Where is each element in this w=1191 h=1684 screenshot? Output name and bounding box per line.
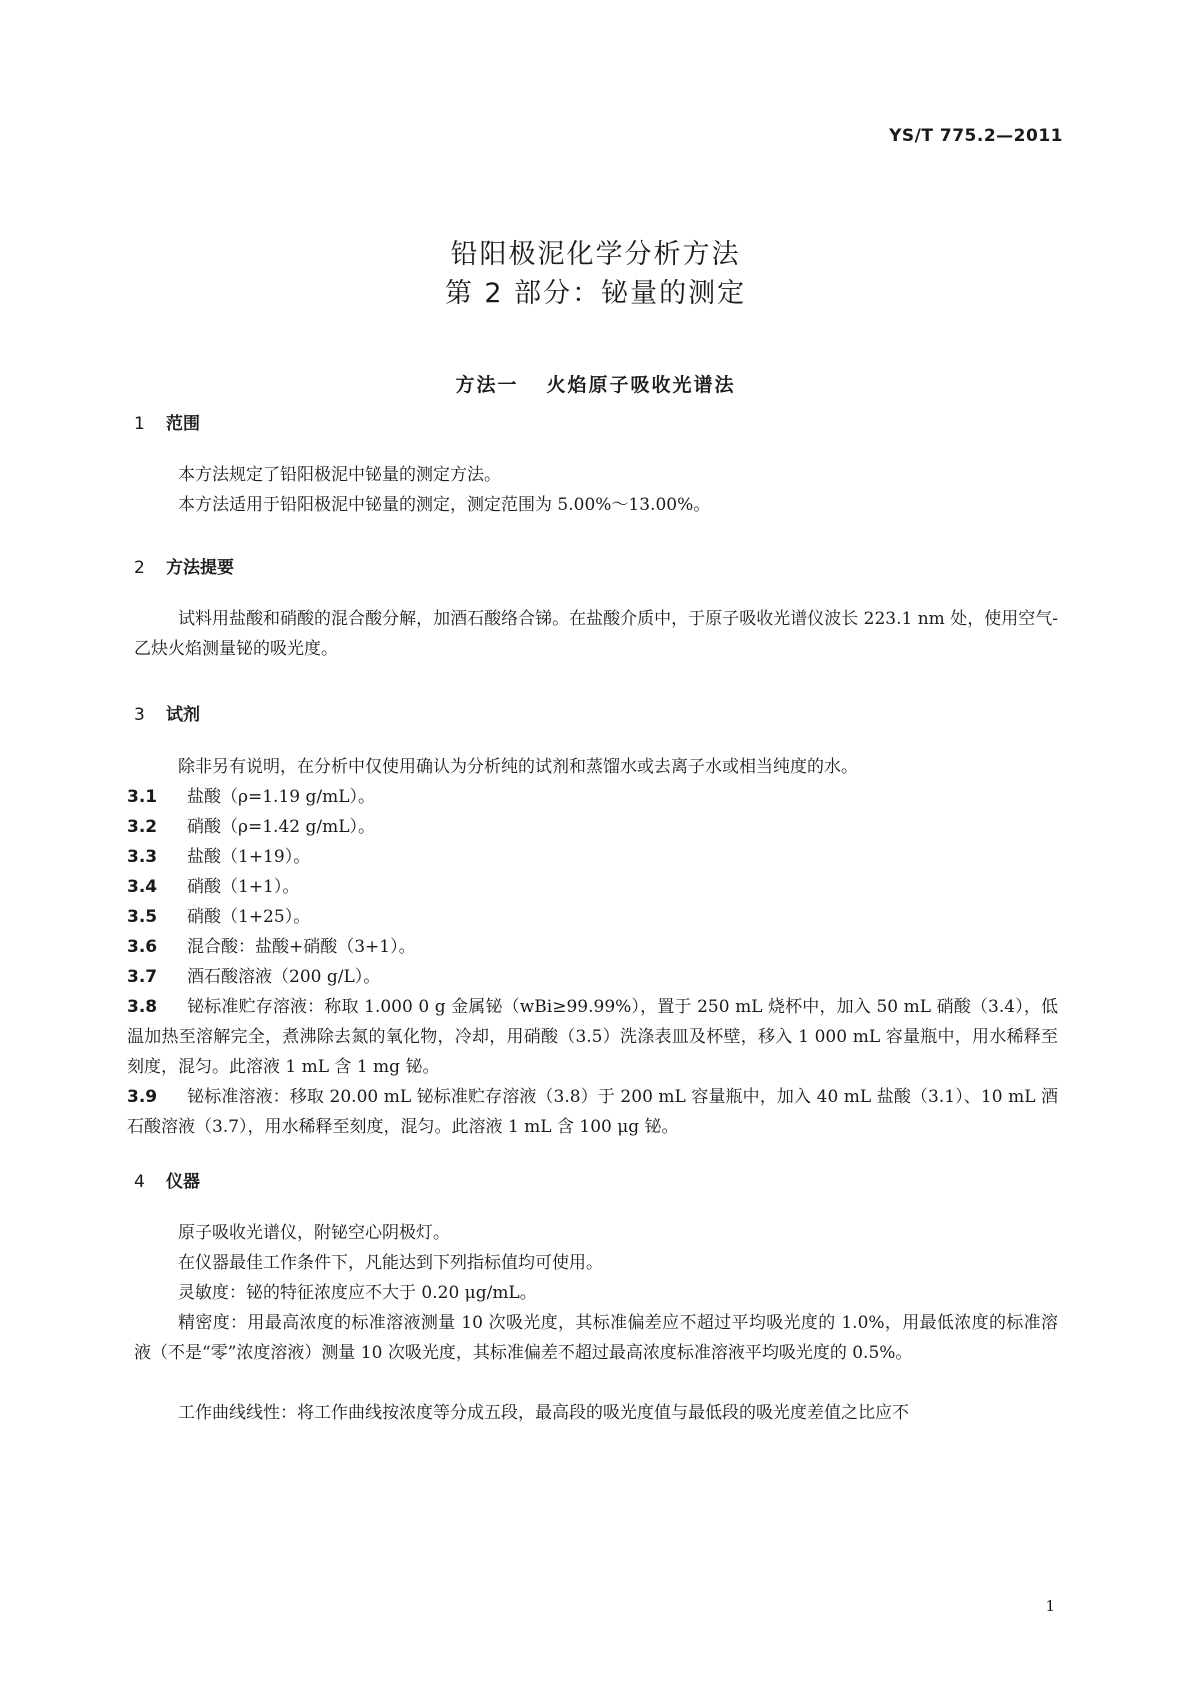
- reagent-item: 3.3 盐酸（1+19）。: [127, 847, 311, 867]
- reagent-item: 3.7 酒石酸溶液（200 g/L）。: [127, 967, 381, 987]
- reagent-item: 3.2 硝酸（ρ=1.42 g/mL）。: [127, 817, 376, 837]
- reagent-item: 3.4 硝酸（1+1）。: [127, 877, 300, 897]
- section-number: 2: [134, 558, 145, 578]
- section-title: 仪器: [166, 1172, 200, 1192]
- reagent-item: 3.8 铋标准贮存溶液：称取 1.000 0 g 金属铋（wBi≥99.99%），置于 250 mL 烧杯中，加入 50 mL 硝酸（3.4），低温加热至溶解完全，煮沸除去氮的氧化物，冷却，用硝酸（3.5）洗涤表皿及杯壁，移入 1 000 mL 容量瓶中，用水稀释至刻度，混匀。此溶液 1 mL 含 1 mg 铋。: [127, 997, 1058, 1077]
- section-3-heading: [134, 700, 200, 725]
- document-title: 铅阳极泥化学分析方法: [450, 239, 741, 270]
- apparatus-paragraph-2: 在仪器最佳工作条件下，凡能达到下列指标值均可使用。: [178, 1253, 603, 1273]
- reagent-item: 3.9 铋标准溶液：移取 20.00 mL 铋标准贮存溶液（3.8）于 200 mL 容量瓶中，加入 40 mL 盐酸（3.1）、10 mL 酒石酸溶液（3.7），用水稀释至刻度，混匀。此溶液 1 mL 含 100 μg 铋。: [127, 1087, 1058, 1137]
- section-number: 3: [134, 705, 145, 725]
- method-name: 火焰原子吸收光谱法: [546, 374, 736, 396]
- standard-code: YS/T 775.2—2011: [889, 126, 1063, 146]
- scope-paragraph-1: 本方法规定了铅阳极泥中铋量的测定方法。: [178, 465, 501, 485]
- method-label: 方法一: [455, 374, 519, 396]
- section-number: 1: [134, 414, 145, 434]
- section-2-heading: [134, 553, 234, 578]
- reagent-item: 3.6 混合酸：盐酸+硝酸（3+1）。: [127, 937, 416, 957]
- section-title: 范围: [166, 414, 200, 434]
- reagent-intro: 除非另有说明，在分析中仅使用确认为分析纯的试剂和蒸馏水或去离子水或相当纯度的水。: [178, 757, 858, 777]
- section-title: 方法提要: [166, 558, 234, 578]
- reagent-item: 3.1 盐酸（ρ=1.19 g/mL）。: [127, 787, 376, 807]
- principle-paragraph: 试料用盐酸和硝酸的混合酸分解，加酒石酸络合锑。在盐酸介质中，于原子吸收光谱仪波长 223.1 nm 处，使用空气-乙炔火焰测量铋的吸光度。: [134, 609, 1058, 659]
- scope-paragraph-2: 本方法适用于铅阳极泥中铋量的测定，测定范围为 5.00%～13.00%。: [178, 495, 711, 515]
- section-number: 4: [134, 1172, 145, 1192]
- reagent-item: 3.5 硝酸（1+25）。: [127, 907, 311, 927]
- document-subtitle: 第 2 部分：铋量的测定: [444, 278, 747, 309]
- precision-paragraph: 精密度：用最高浓度的标准溶液测量 10 次吸光度，其标准偏差应不超过平均吸光度的 1.0%，用最低浓度的标准溶液（不是“零”浓度溶液）测量 10 次吸光度，其标准偏差不超过最高浓度标准溶液平均吸光度的 0.5%。: [134, 1313, 1058, 1363]
- section-1-heading: [134, 409, 200, 434]
- section-4-heading: [134, 1167, 200, 1192]
- method-heading: [0, 370, 1191, 397]
- sensitivity-paragraph: 灵敏度：铋的特征浓度应不大于 0.20 μg/mL。: [178, 1283, 537, 1303]
- linearity-paragraph: 工作曲线线性：将工作曲线按浓度等分成五段，最高段的吸光度值与最低段的吸光度差值之比应不: [178, 1403, 909, 1423]
- page-number: 1: [1045, 1597, 1055, 1615]
- section-title: 试剂: [166, 705, 200, 725]
- apparatus-paragraph-1: 原子吸收光谱仪，附铋空心阴极灯。: [178, 1223, 450, 1243]
